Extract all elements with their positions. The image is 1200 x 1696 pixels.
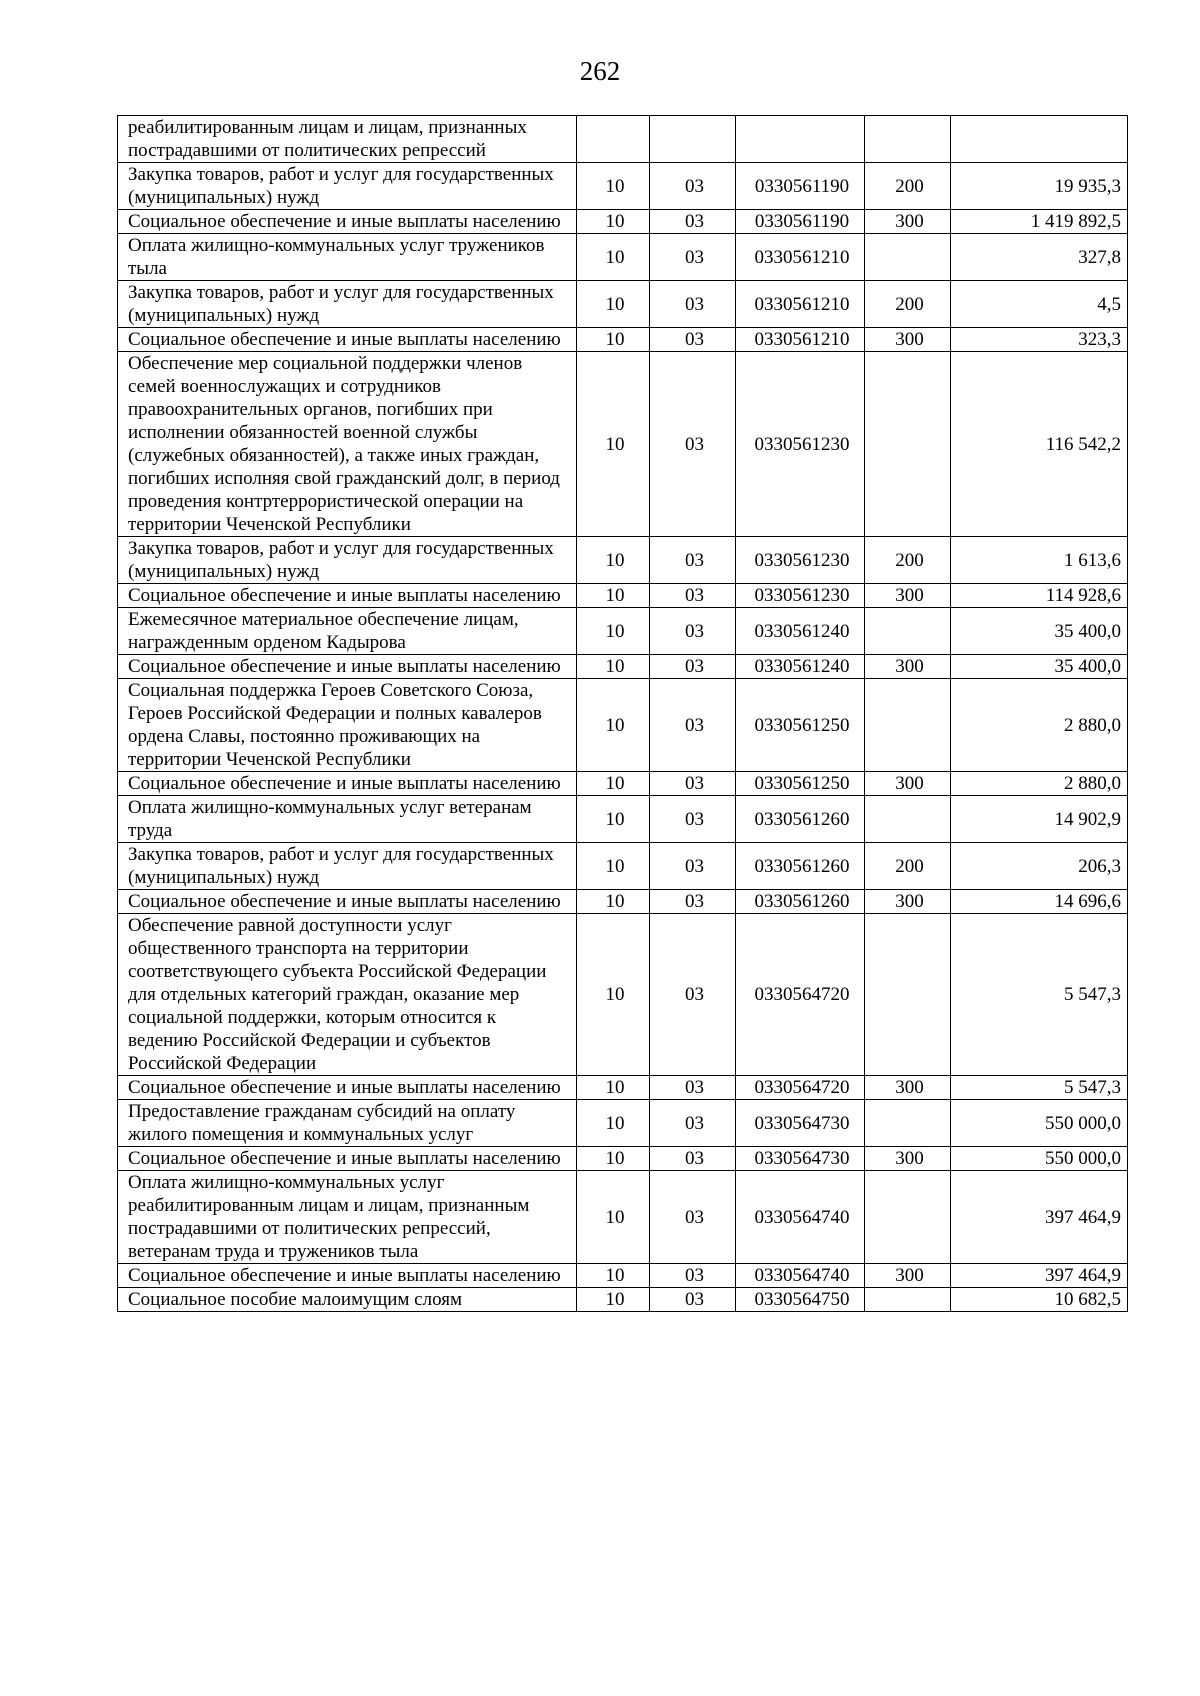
section-code-cell — [577, 116, 650, 163]
table-row — [118, 281, 1128, 328]
target-article-cell: 0330564750 — [736, 1288, 865, 1312]
section-code-cell: 10 — [577, 537, 650, 584]
table-row — [118, 1288, 1128, 1312]
expense-name-cell: Социальное обеспечение и иные выплаты населению — [118, 1264, 577, 1288]
table-row — [118, 352, 1128, 537]
expense-type-cell: 200 — [865, 163, 951, 210]
subsection-code-cell: 03 — [650, 1100, 736, 1147]
target-article-cell: 0330561250 — [736, 679, 865, 772]
expense-type-cell: 300 — [865, 328, 951, 352]
expense-type-cell — [865, 796, 951, 843]
expense-name-cell: Закупка товаров, работ и услуг для государственных (муниципальных) нужд — [118, 537, 577, 584]
target-article-cell: 0330561260 — [736, 890, 865, 914]
expense-name-cell: Социальная поддержка Героев Советского Союза, Героев Российской Федерации и полных кавалеров ордена Славы, постоянно проживающих на территории Чеченской Республики — [118, 679, 577, 772]
amount-cell: 2 880,0 — [951, 772, 1128, 796]
target-article-cell: 0330561260 — [736, 843, 865, 890]
amount-cell: 10 682,5 — [951, 1288, 1128, 1312]
table-row — [118, 210, 1128, 234]
table-row — [118, 116, 1128, 163]
table-row — [118, 655, 1128, 679]
subsection-code-cell: 03 — [650, 608, 736, 655]
target-article-cell: 0330561250 — [736, 772, 865, 796]
amount-cell: 19 935,3 — [951, 163, 1128, 210]
target-article-cell: 0330561260 — [736, 796, 865, 843]
amount-cell: 35 400,0 — [951, 608, 1128, 655]
amount-cell: 35 400,0 — [951, 655, 1128, 679]
amount-cell: 397 464,9 — [951, 1264, 1128, 1288]
amount-cell: 2 880,0 — [951, 679, 1128, 772]
expense-name-cell: Социальное обеспечение и иные выплаты населению — [118, 584, 577, 608]
amount-cell: 327,8 — [951, 234, 1128, 281]
subsection-code-cell: 03 — [650, 163, 736, 210]
table-row — [118, 1100, 1128, 1147]
amount-cell: 206,3 — [951, 843, 1128, 890]
section-code-cell: 10 — [577, 655, 650, 679]
expense-name-cell: Социальное обеспечение и иные выплаты населению — [118, 655, 577, 679]
expense-name-cell: Социальное обеспечение и иные выплаты населению — [118, 1076, 577, 1100]
target-article-cell: 0330561240 — [736, 655, 865, 679]
expense-name-cell: Социальное обеспечение и иные выплаты населению — [118, 772, 577, 796]
table-row — [118, 1147, 1128, 1171]
expense-name-cell: Оплата жилищно-коммунальных услуг тружеников тыла — [118, 234, 577, 281]
section-code-cell: 10 — [577, 1288, 650, 1312]
expense-name-cell: Оплата жилищно-коммунальных услуг реабилитированным лицам и лицам, признанным пострадавшими от политических репрессий, ветеранам труда и тружеников тыла — [118, 1171, 577, 1264]
expense-type-cell: 300 — [865, 1264, 951, 1288]
section-code-cell: 10 — [577, 584, 650, 608]
expense-type-cell — [865, 352, 951, 537]
amount-cell — [951, 116, 1128, 163]
expense-type-cell — [865, 608, 951, 655]
expense-type-cell — [865, 679, 951, 772]
amount-cell: 550 000,0 — [951, 1100, 1128, 1147]
target-article-cell: 0330561190 — [736, 163, 865, 210]
target-article-cell: 0330561190 — [736, 210, 865, 234]
expense-type-cell — [865, 1171, 951, 1264]
section-code-cell: 10 — [577, 608, 650, 655]
amount-cell: 14 902,9 — [951, 796, 1128, 843]
amount-cell: 5 547,3 — [951, 914, 1128, 1076]
table-row — [118, 843, 1128, 890]
target-article-cell: 0330564730 — [736, 1147, 865, 1171]
amount-cell: 397 464,9 — [951, 1171, 1128, 1264]
subsection-code-cell: 03 — [650, 914, 736, 1076]
section-code-cell: 10 — [577, 328, 650, 352]
expense-type-cell: 200 — [865, 281, 951, 328]
table-row — [118, 796, 1128, 843]
expense-name-cell: Ежемесячное материальное обеспечение лицам, награжденным орденом Кадырова — [118, 608, 577, 655]
section-code-cell: 10 — [577, 352, 650, 537]
subsection-code-cell: 03 — [650, 584, 736, 608]
section-code-cell: 10 — [577, 843, 650, 890]
table-row — [118, 163, 1128, 210]
expense-name-cell: Социальное обеспечение и иные выплаты населению — [118, 210, 577, 234]
expense-name-cell: Социальное пособие малоимущим слоям — [118, 1288, 577, 1312]
target-article-cell — [736, 116, 865, 163]
target-article-cell: 0330561230 — [736, 584, 865, 608]
expense-type-cell: 200 — [865, 537, 951, 584]
target-article-cell: 0330561210 — [736, 328, 865, 352]
subsection-code-cell: 03 — [650, 655, 736, 679]
section-code-cell: 10 — [577, 1100, 650, 1147]
section-code-cell: 10 — [577, 163, 650, 210]
target-article-cell: 0330564730 — [736, 1100, 865, 1147]
budget-table — [117, 115, 1128, 1312]
budget-table-body — [118, 116, 1128, 1312]
subsection-code-cell: 03 — [650, 328, 736, 352]
subsection-code-cell: 03 — [650, 772, 736, 796]
amount-cell: 5 547,3 — [951, 1076, 1128, 1100]
expense-name-cell: Закупка товаров, работ и услуг для государственных (муниципальных) нужд — [118, 163, 577, 210]
expense-name-cell: Закупка товаров, работ и услуг для государственных (муниципальных) нужд — [118, 843, 577, 890]
target-article-cell: 0330561230 — [736, 352, 865, 537]
subsection-code-cell: 03 — [650, 1147, 736, 1171]
amount-cell: 1 419 892,5 — [951, 210, 1128, 234]
section-code-cell: 10 — [577, 1171, 650, 1264]
table-row — [118, 234, 1128, 281]
section-code-cell: 10 — [577, 210, 650, 234]
amount-cell: 323,3 — [951, 328, 1128, 352]
section-code-cell: 10 — [577, 1147, 650, 1171]
section-code-cell: 10 — [577, 914, 650, 1076]
subsection-code-cell: 03 — [650, 234, 736, 281]
table-row — [118, 772, 1128, 796]
table-row — [118, 584, 1128, 608]
expense-type-cell — [865, 234, 951, 281]
target-article-cell: 0330561230 — [736, 537, 865, 584]
expense-name-cell: Социальное обеспечение и иные выплаты населению — [118, 1147, 577, 1171]
amount-cell: 14 696,6 — [951, 890, 1128, 914]
expense-type-cell: 300 — [865, 890, 951, 914]
table-row — [118, 328, 1128, 352]
expense-type-cell — [865, 914, 951, 1076]
target-article-cell: 0330561240 — [736, 608, 865, 655]
expense-name-cell: Социальное обеспечение и иные выплаты населению — [118, 890, 577, 914]
subsection-code-cell: 03 — [650, 1076, 736, 1100]
section-code-cell: 10 — [577, 890, 650, 914]
section-code-cell: 10 — [577, 234, 650, 281]
section-code-cell: 10 — [577, 1264, 650, 1288]
section-code-cell: 10 — [577, 679, 650, 772]
expense-type-cell: 300 — [865, 1076, 951, 1100]
section-code-cell: 10 — [577, 772, 650, 796]
target-article-cell: 0330561210 — [736, 234, 865, 281]
subsection-code-cell: 03 — [650, 890, 736, 914]
table-row — [118, 914, 1128, 1076]
table-row — [118, 679, 1128, 772]
target-article-cell: 0330564720 — [736, 1076, 865, 1100]
table-row — [118, 537, 1128, 584]
expense-type-cell — [865, 116, 951, 163]
target-article-cell: 0330564720 — [736, 914, 865, 1076]
expense-type-cell: 200 — [865, 843, 951, 890]
expense-name-cell: реабилитированным лицам и лицам, признанных пострадавшими от политических репрессий — [118, 116, 577, 163]
amount-cell: 1 613,6 — [951, 537, 1128, 584]
expense-type-cell — [865, 1288, 951, 1312]
section-code-cell: 10 — [577, 796, 650, 843]
expense-name-cell: Обеспечение равной доступности услуг общественного транспорта на территории соответствующего субъекта Российской Федерации для отдельных категорий граждан, оказание мер социальной поддержки, которым относится к ведению Российской Федерации и субъектов Российской Федерации — [118, 914, 577, 1076]
expense-type-cell: 300 — [865, 1147, 951, 1171]
subsection-code-cell: 03 — [650, 537, 736, 584]
subsection-code-cell: 03 — [650, 679, 736, 772]
subsection-code-cell: 03 — [650, 1264, 736, 1288]
expense-type-cell — [865, 1100, 951, 1147]
table-row — [118, 1076, 1128, 1100]
target-article-cell: 0330564740 — [736, 1171, 865, 1264]
subsection-code-cell — [650, 116, 736, 163]
subsection-code-cell: 03 — [650, 843, 736, 890]
table-row — [118, 608, 1128, 655]
table-row — [118, 1171, 1128, 1264]
amount-cell: 550 000,0 — [951, 1147, 1128, 1171]
expense-type-cell: 300 — [865, 584, 951, 608]
table-row — [118, 890, 1128, 914]
subsection-code-cell: 03 — [650, 210, 736, 234]
target-article-cell: 0330561210 — [736, 281, 865, 328]
expense-name-cell: Обеспечение мер социальной поддержки членов семей военнослужащих и сотрудников правоохранительных органов, погибших при исполнении обязанностей военной службы (служебных обязанностей), а также иных граждан, погибших исполняя свой гражданский долг, в период проведения контртеррористической операции на территории Чеченской Республики — [118, 352, 577, 537]
subsection-code-cell: 03 — [650, 1288, 736, 1312]
subsection-code-cell: 03 — [650, 281, 736, 328]
expense-name-cell: Оплата жилищно-коммунальных услуг ветеранам труда — [118, 796, 577, 843]
expense-type-cell: 300 — [865, 772, 951, 796]
amount-cell: 4,5 — [951, 281, 1128, 328]
section-code-cell: 10 — [577, 1076, 650, 1100]
amount-cell: 116 542,2 — [951, 352, 1128, 537]
page-number: 262 — [579, 56, 621, 86]
expense-name-cell: Предоставление гражданам субсидий на оплату жилого помещения и коммунальных услуг — [118, 1100, 577, 1147]
expense-name-cell: Закупка товаров, работ и услуг для государственных (муниципальных) нужд — [118, 281, 577, 328]
expense-name-cell: Социальное обеспечение и иные выплаты населению — [118, 328, 577, 352]
target-article-cell: 0330564740 — [736, 1264, 865, 1288]
amount-cell: 114 928,6 — [951, 584, 1128, 608]
section-code-cell: 10 — [577, 281, 650, 328]
expense-type-cell: 300 — [865, 210, 951, 234]
subsection-code-cell: 03 — [650, 1171, 736, 1264]
subsection-code-cell: 03 — [650, 352, 736, 537]
table-row — [118, 1264, 1128, 1288]
expense-type-cell: 300 — [865, 655, 951, 679]
subsection-code-cell: 03 — [650, 796, 736, 843]
